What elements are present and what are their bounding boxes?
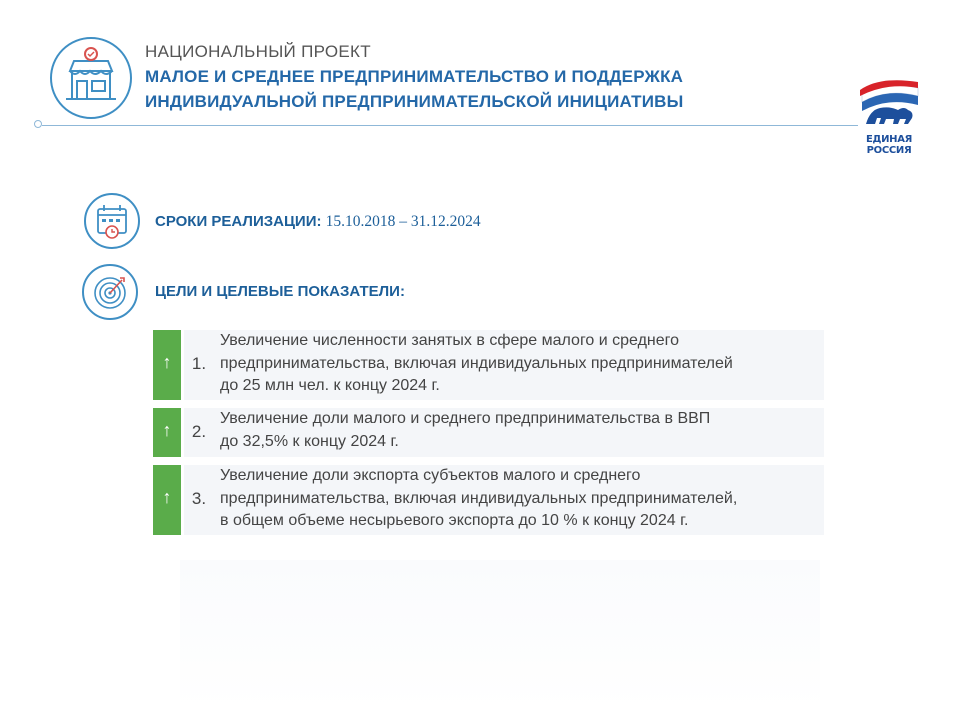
header-title-line1: МАЛОЕ И СРЕДНЕЕ ПРЕДПРИНИМАТЕЛЬСТВО И ПОДДЕРЖКА — [145, 67, 684, 86]
goal-1-line2: предпринимательства, включая индивидуальных предпринимателей — [220, 354, 733, 372]
calendar-icon — [84, 193, 140, 249]
goal-2-number: 2. — [191, 422, 207, 441]
party-logo — [856, 78, 922, 160]
logo-text-line2: РОССИЯ — [866, 145, 912, 156]
goal-2-text — [214, 408, 824, 457]
goal-3-number-cell — [184, 465, 214, 535]
goal-3-text — [214, 465, 824, 535]
header-title-line2: ИНДИВИДУАЛЬНОЙ ПРЕДПРИНИМАТЕЛЬСКОЙ ИНИЦИАТИВЫ — [145, 92, 684, 111]
arrow-up-icon: ↑ — [162, 420, 172, 440]
goal-2-number-cell — [184, 408, 214, 457]
flag-bear-icon — [856, 78, 922, 130]
header-title — [145, 64, 683, 114]
timeline-label-text: СРОКИ РЕАЛИЗАЦИИ: — [155, 213, 326, 230]
arrow-up-icon: ↑ — [162, 487, 172, 507]
timeline-dates: 15.10.2018 – 31.12.2024 — [325, 213, 481, 230]
header-divider — [42, 125, 858, 126]
timeline-label — [155, 213, 481, 231]
goal-3-line1: Увеличение доли экспорта субъектов малого и среднего — [220, 467, 641, 484]
goal-1-line3: до 25 млн чел. к концу 2024 г. — [220, 377, 440, 394]
goal-1-number: 1. — [191, 354, 207, 373]
goal-3-arrow — [153, 465, 181, 535]
goals-section-label: ЦЕЛИ И ЦЕЛЕВЫЕ ПОКАЗАТЕЛИ: — [155, 283, 405, 300]
logo-text-line1: ЕДИНАЯ — [865, 134, 913, 145]
goal-1-arrow — [153, 330, 181, 400]
header-subtitle: НАЦИОНАЛЬНЫЙ ПРОЕКТ — [145, 42, 371, 61]
goal-3-number: 3. — [191, 489, 207, 508]
goal-1-number-cell — [184, 330, 214, 400]
goal-1-line1: Увеличение численности занятых в сфере малого и среднего — [220, 332, 680, 349]
target-icon — [82, 264, 138, 320]
goal-2-line1: Увеличение доли малого и среднего предпринимательства в ВВП — [220, 410, 711, 427]
background-fade — [180, 560, 820, 710]
goal-3-line3: в общем объеме несырьевого экспорта до 10 % к концу 2024 г. — [220, 512, 689, 529]
project-store-icon — [50, 37, 132, 119]
goal-2-arrow — [153, 408, 181, 457]
header-line-dot — [34, 120, 42, 128]
goal-1-text — [214, 330, 824, 400]
arrow-up-icon: ↑ — [162, 352, 172, 372]
goal-3-line2: предпринимательства, включая индивидуальных предпринимателей, — [220, 489, 738, 507]
goal-2-line2: до 32,5% к концу 2024 г. — [220, 432, 399, 450]
